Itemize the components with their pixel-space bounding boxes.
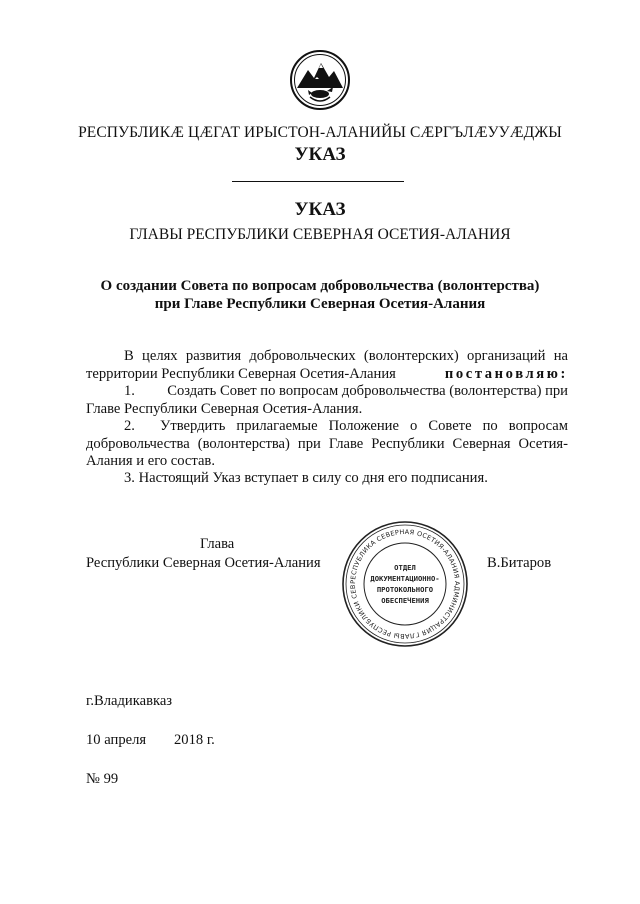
official-stamp [339, 518, 471, 650]
item-3-line: 3. Настоящий Указ вступает в силу со дня его подписания. [124, 470, 488, 486]
stamp-center-line-2: ДОКУМЕНТАЦИОННО- [370, 574, 440, 583]
intro-paragraph [86, 348, 568, 383]
signer-name: В.Битаров [487, 555, 552, 571]
item-2-text: Утвердить прилагаемые Положение о Совете по вопросам [160, 418, 568, 434]
resolution-word: постановляю: [444, 365, 568, 382]
item-1-text: Создать Совет по вопросам добровольчества (волонтерства) при [167, 383, 568, 399]
item-2-paragraph [86, 418, 568, 471]
item-2-number: 2. [124, 418, 135, 434]
stamp-center-line-1: ОТДЕЛ [394, 563, 416, 572]
item-2-line-1 [86, 418, 568, 436]
coat-of-arms-emblem-icon [288, 48, 352, 112]
place-of-signing: г.Владикавказ [86, 693, 173, 709]
item-1-line-2: Главе Республики Северная Осетия-Алания. [86, 400, 363, 417]
intro-line-2-text: территории Республики Северная Осетия-Алания [86, 365, 396, 382]
decree-subject-line-1: О создании Совета по вопросам добровольчества (волонтерства) [100, 278, 540, 294]
signer-position-line-2: Республики Северная Осетия-Алания [86, 555, 321, 571]
stamp-center-line-3: ПРОТОКОЛЬНОГО [376, 585, 434, 594]
item-1-line-1 [86, 383, 568, 401]
date-day-month: 10 апреля [86, 732, 147, 748]
ossetian-header-title: РЕСПУБЛИКӔ ЦӔГАТ ИРЫСТОН-АЛАНИЙЫ СӔРГЪЛӔУУӔДЖЫ [78, 124, 562, 141]
stamp-center-line-4: ОБЕСПЕЧЕНИЯ [381, 596, 429, 605]
issuer-title: ГЛАВЫ РЕСПУБЛИКИ СЕВЕРНАЯ ОСЕТИЯ-АЛАНИЯ [129, 226, 511, 243]
stamp-ring-text: РЕСПУБЛИКА СЕВЕРНАЯ ОСЕТИЯ-АЛАНИЯ АДМИНИСТРАЦИЯ ГЛАВЫ РЕСПУБЛИКИ СЕВ [348, 527, 462, 641]
item-2-line-3: Алания и его состав. [86, 453, 215, 469]
item-1-number: 1. [124, 383, 135, 399]
official-stamp-graphic [339, 518, 471, 650]
decree-label: УКАЗ [294, 199, 346, 220]
signer-position-line-1: Глава [200, 536, 235, 552]
ossetian-decree-label: УКАЗ [294, 144, 346, 165]
item-2-line-2: добровольчества (волонтерства) при Главе Республики Северная Осетия- [86, 435, 568, 452]
header-divider [232, 181, 404, 182]
date-year: 2018 г. [174, 732, 215, 748]
intro-line-2 [86, 366, 568, 384]
intro-line-1: В целях развития добровольческих (волонтерских) организаций на [124, 348, 568, 364]
item-3-paragraph [86, 470, 568, 488]
decree-number: № 99 [86, 771, 119, 787]
decree-subject-line-2: при Главе Республики Северная Осетия-Алания [154, 296, 486, 312]
item-1-paragraph [86, 383, 568, 418]
